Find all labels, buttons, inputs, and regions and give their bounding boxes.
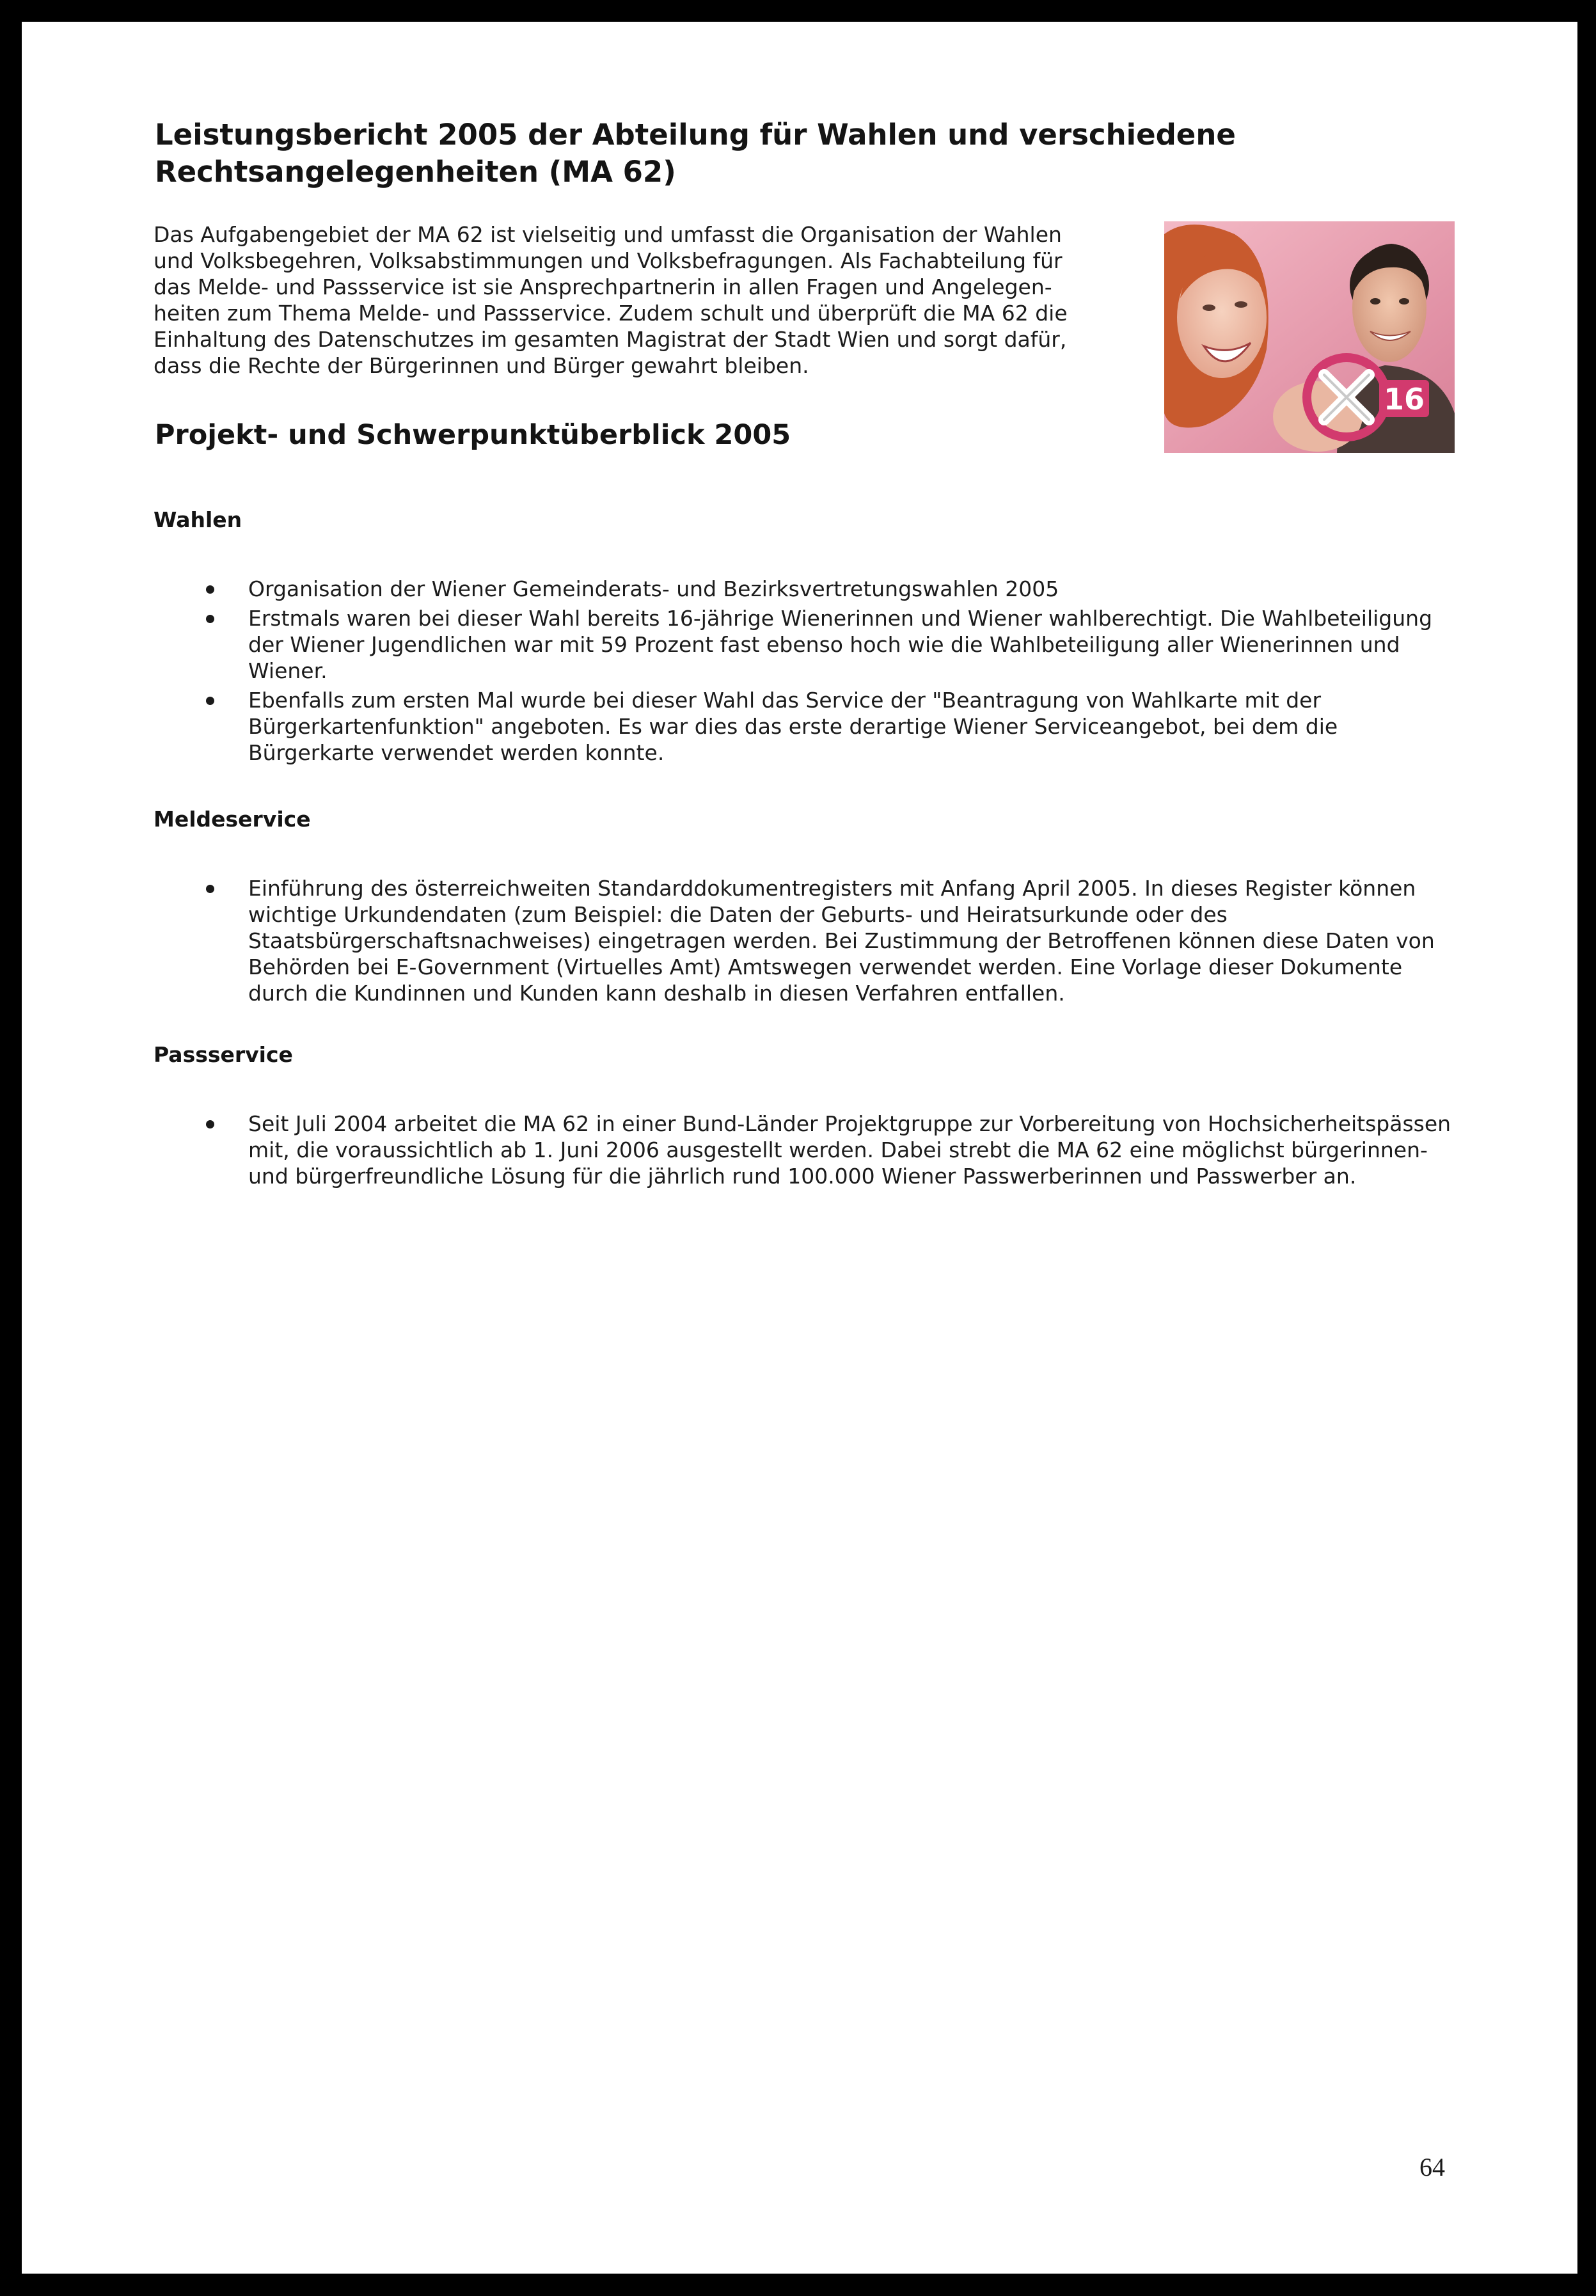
- bullet-icon: [206, 585, 214, 594]
- list-item: Seit Juli 2004 arbeitet die MA 62 in einer Bund-Länder Projektgruppe zur Vorbereitung von Hochsicherheitspässen mit, die voraussichtlich ab 1. Juni 2006 ausgestellt werden. Dabei strebt die MA 62 eine möglichst bürgerinnen- und bürgerfreundliche Lösung für die jährlich rund 100.000 Wiener Passwerberinnen und Passwerber an.: [22, 1111, 1464, 1189]
- meldeservice-list: [22, 875, 1577, 1009]
- passservice-list: [22, 1111, 1577, 1192]
- list-item: Organisation der Wiener Gemeinderats- und Bezirksvertretungswahlen 2005: [22, 576, 1464, 602]
- report-title: Leistungsbericht 2005 der Abteilung für Wahlen und verschiedene Rechtsangelegenheiten (MA 62): [155, 118, 1236, 189]
- young-voters-photo: [1164, 221, 1455, 453]
- document-page: [22, 22, 1577, 2274]
- list-item: Erstmals waren bei dieser Wahl bereits 16-jährige Wienerinnen und Wiener wahlberechtigt. Die Wahlbeteiligung der Wiener Jugendlichen war mit 59 Prozent fast ebenso hoch wie die Wahlbeteiligung aller Wienerinnen und Wiener.: [22, 605, 1464, 684]
- list-item: Einführung des österreichweiten Standarddokumentregisters mit Anfang April 2005. In dieses Register können wichtige Urkundendaten (zum Beispiel: die Daten der Geburts- und Heiratsurkunde oder des Staatsbürgerschaftsnachweises) eingetragen werden. Bei Zustimmung der Betroffenen können diese Daten von Behörden bei E-Government (Virtuelles Amt) Amtswegen verwendet werden. Eine Vorlage dieser Dokumente durch die Kundinnen und Kunden kann deshalb in diesen Verfahren entfallen.: [22, 875, 1464, 1006]
- bullet-icon: [206, 885, 214, 893]
- intro-paragraph: Das Aufgabengebiet der MA 62 ist vielseitig und umfasst die Organisation der Wahlen und Volksbegehren, Volksabstimmungen und Volksbefragungen. Als Fachabteilung für das Melde- und Passservice ist sie Ansprechpartnerin in allen Fragen und Angelegen-heiten zum Thema Melde- und Passservice. Zudem schult und überprüft die MA 62 die Einhaltung des Datenschutzes im gesamten Magistrat der Stadt Wien und sorgt dafür, dass die Rechte der Bürgerinnen und Bürger gewahrt bleiben.: [154, 222, 1068, 378]
- page-number: 64: [1419, 2153, 1445, 2181]
- age-16-badge: 16: [1383, 382, 1425, 416]
- bullet-icon: [206, 697, 214, 705]
- section-heading-passservice: Passservice: [154, 1042, 293, 1067]
- bullet-icon: [206, 1120, 214, 1128]
- section-heading-wahlen: Wahlen: [154, 507, 242, 532]
- bullet-icon: [206, 615, 214, 623]
- wahlen-list: [22, 576, 1577, 769]
- section-heading-meldeservice: Meldeservice: [154, 807, 311, 832]
- overview-heading: Projekt- und Schwerpunktüberblick 2005: [155, 419, 791, 451]
- list-item: Ebenfalls zum ersten Mal wurde bei dieser Wahl das Service der "Beantragung von Wahlkarte mit der Bürgerkartenfunktion" angeboten. Es war dies das erste derartige Wiener Serviceangebot, bei dem die Bürgerkarte verwendet werden konnte.: [22, 687, 1464, 766]
